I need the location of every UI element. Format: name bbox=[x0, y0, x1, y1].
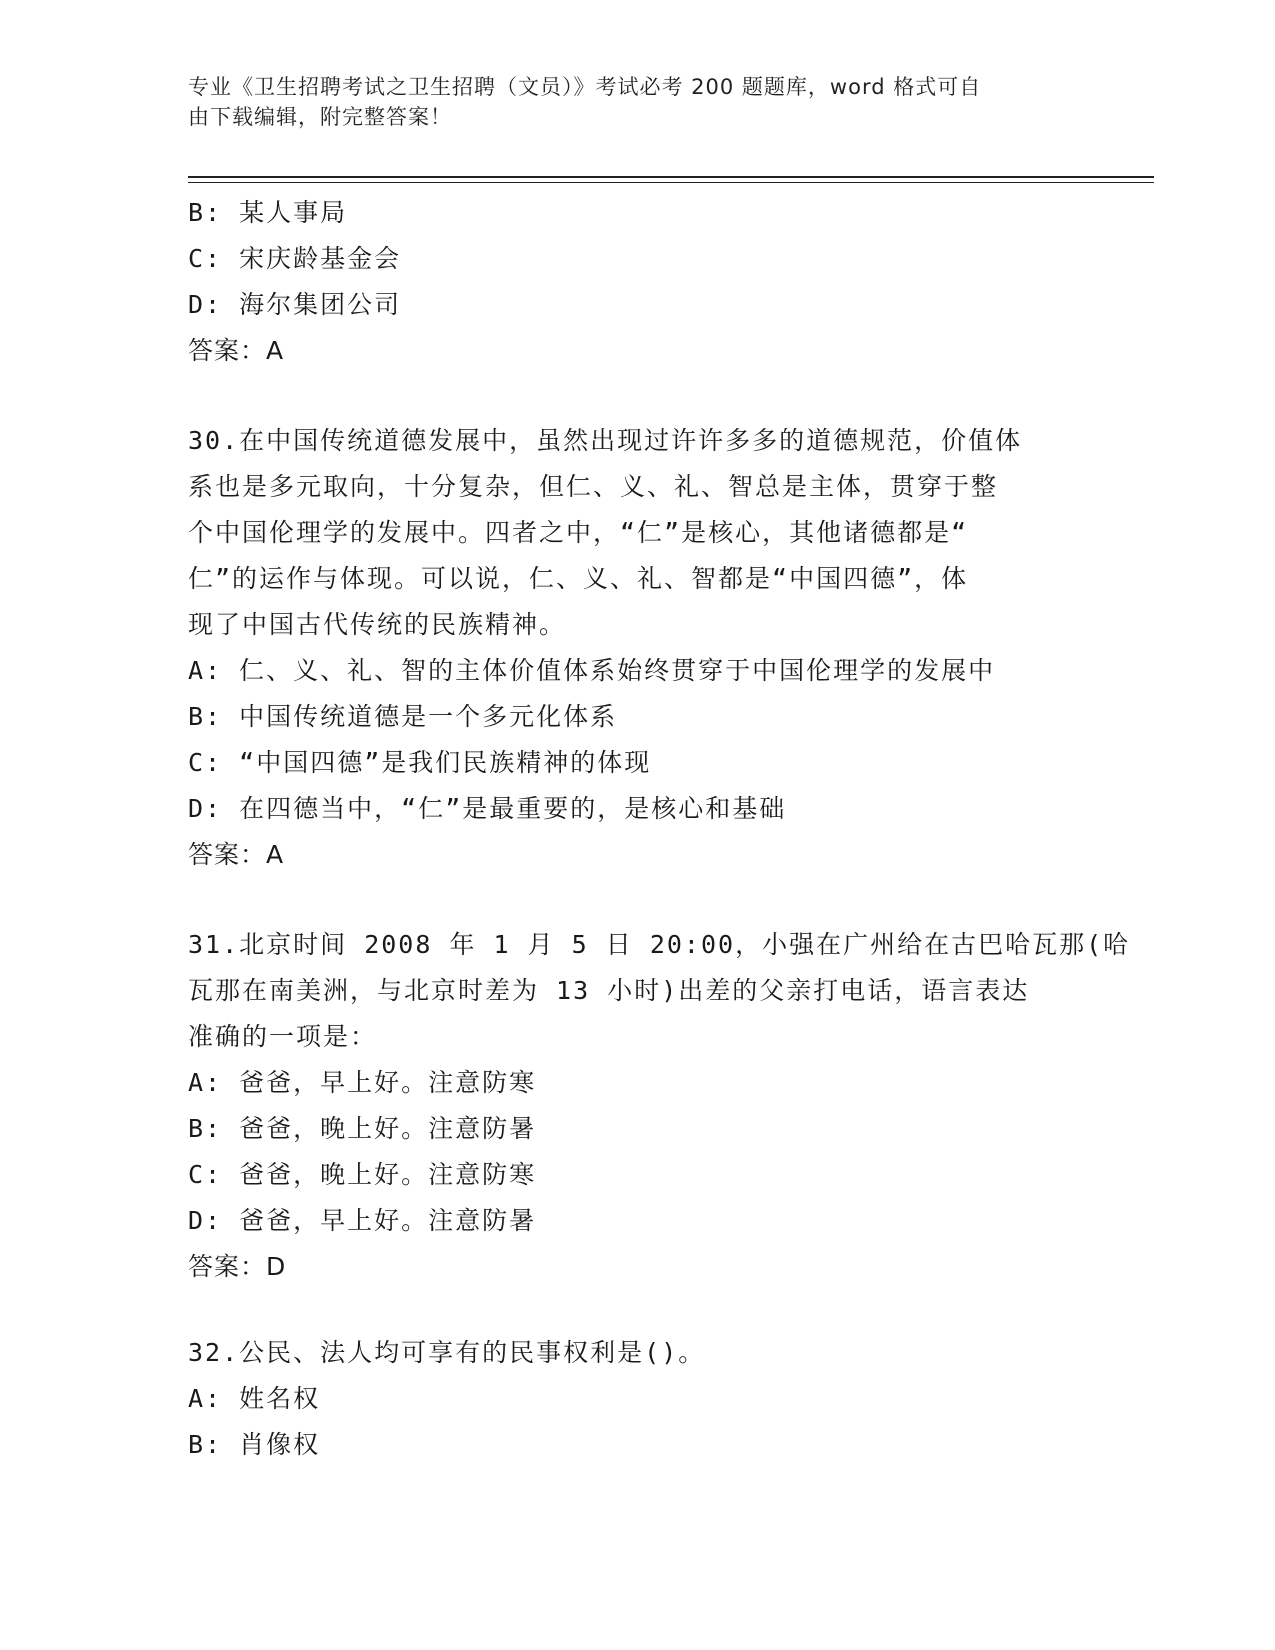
answer: 答案：A bbox=[188, 336, 285, 365]
question-31 bbox=[188, 922, 1131, 1290]
option-b: B: 中国传统道德是一个多元化体系 bbox=[188, 702, 618, 731]
header-line-2: 由下载编辑，附完整答案！ bbox=[188, 105, 452, 129]
question-text-line: 31.北京时间 2008 年 1 月 5 日 20:00，小强在广州给在古巴哈瓦那(哈 bbox=[188, 930, 1131, 959]
option-b: B: 爸爸，晚上好。注意防暑 bbox=[188, 1114, 537, 1143]
question-text-line: 30.在中国传统道德发展中，虽然出现过许许多多的道德规范，价值体 bbox=[188, 426, 1023, 455]
option-d: D: 在四德当中，“仁”是最重要的，是核心和基础 bbox=[188, 794, 787, 823]
spacer bbox=[188, 878, 1088, 922]
answer: 答案：D bbox=[188, 1252, 287, 1281]
option-a: A: 姓名权 bbox=[188, 1384, 321, 1413]
option-c: C: 爸爸，晚上好。注意防寒 bbox=[188, 1160, 537, 1189]
question-30 bbox=[188, 418, 1088, 878]
header-line-1: 专业《卫生招聘考试之卫生招聘（文员）》考试必考 200 题题库，word 格式可自 bbox=[188, 75, 982, 99]
option-a: A: 仁、义、礼、智的主体价值体系始终贯穿于中国伦理学的发展中 bbox=[188, 656, 996, 685]
option-d: D: 海尔集团公司 bbox=[188, 290, 402, 319]
question-text-line: 准确的一项是： bbox=[188, 1022, 378, 1051]
header-divider-bottom bbox=[188, 182, 1154, 183]
document-header bbox=[188, 72, 1078, 132]
option-c: C: 宋庆龄基金会 bbox=[188, 244, 402, 273]
option-d: D: 爸爸，早上好。注意防暑 bbox=[188, 1206, 537, 1235]
option-a: A: 爸爸，早上好。注意防寒 bbox=[188, 1068, 537, 1097]
question-text-line: 仁”的运作与体现。可以说，仁、义、礼、智都是“中国四德”，体 bbox=[188, 564, 969, 593]
question-list bbox=[188, 190, 1131, 1468]
header-divider-top bbox=[188, 176, 1154, 178]
question-text-line: 系也是多元取向，十分复杂，但仁、义、礼、智总是主体，贯穿于整 bbox=[188, 472, 999, 501]
question-29 bbox=[188, 190, 1088, 374]
spacer bbox=[188, 374, 1088, 418]
spacer bbox=[188, 1290, 1088, 1330]
question-text-line: 个中国伦理学的发展中。四者之中，“仁”是核心，其他诸德都是“ bbox=[188, 518, 969, 547]
question-text-line: 瓦那在南美洲，与北京时差为 13 小时)出差的父亲打电话，语言表达 bbox=[188, 976, 1030, 1005]
option-b: B: 肖像权 bbox=[188, 1430, 321, 1459]
answer: 答案：A bbox=[188, 840, 285, 869]
option-b: B: 某人事局 bbox=[188, 198, 348, 227]
question-32 bbox=[188, 1330, 1088, 1468]
question-text-line: 32.公民、法人均可享有的民事权利是()。 bbox=[188, 1338, 706, 1367]
question-text-line: 现了中国古代传统的民族精神。 bbox=[188, 610, 567, 639]
option-c: C: “中国四德”是我们民族精神的体现 bbox=[188, 748, 652, 777]
